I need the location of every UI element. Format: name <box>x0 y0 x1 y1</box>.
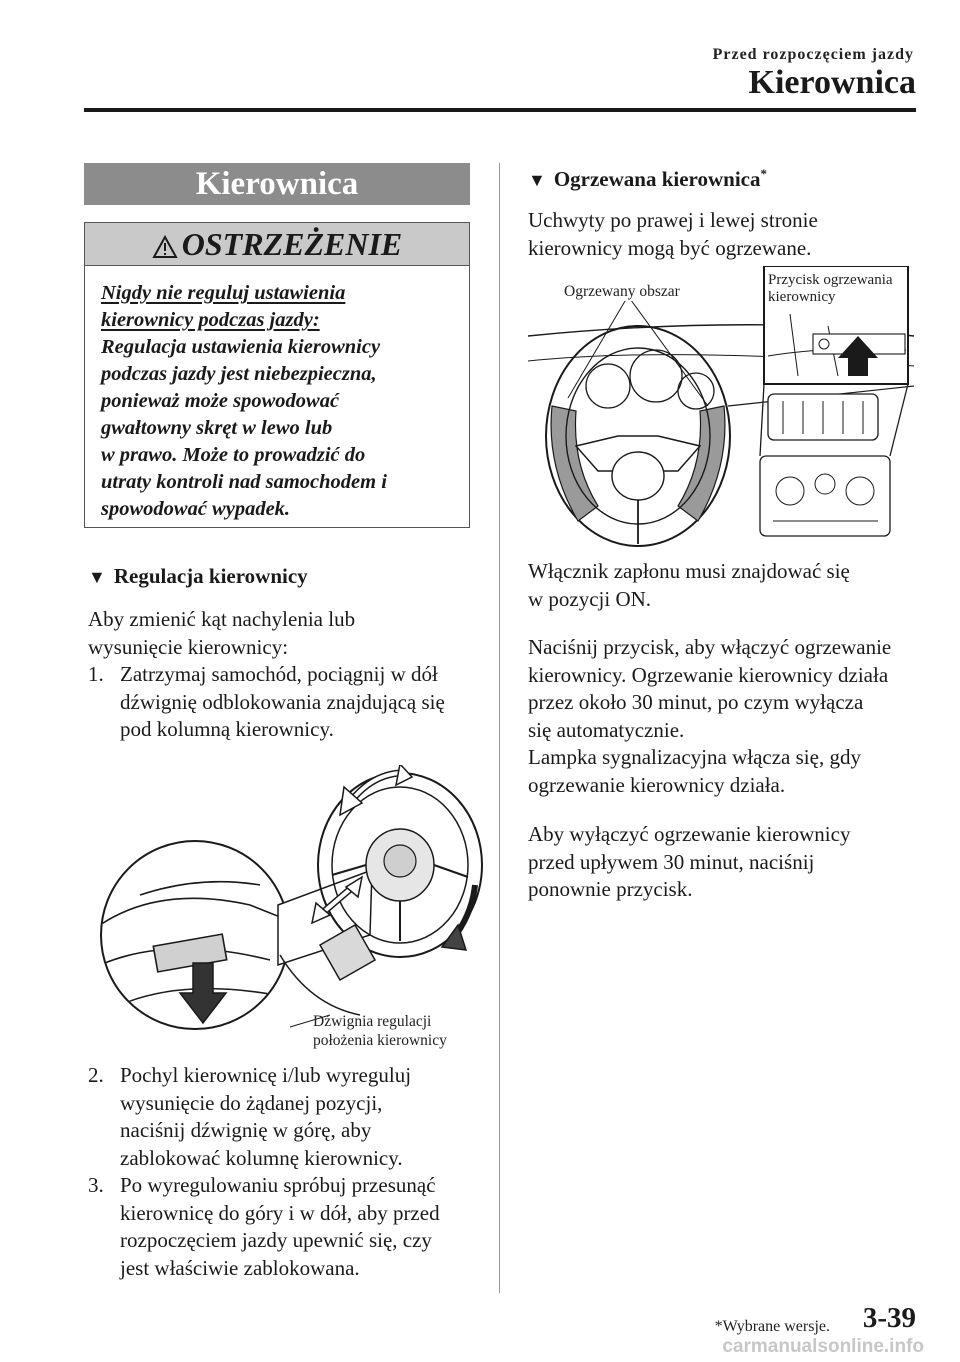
step-1 <box>88 661 488 744</box>
text-line: Pochyl kierownicę i/lub wyreguluj <box>120 1063 412 1087</box>
text-line: ponownie przycisk. <box>528 877 693 901</box>
text-line: Po wyregulowaniu spróbuj przesunąć <box>120 1173 436 1197</box>
warning-heading <box>85 223 469 266</box>
text-line: Uchwyty po prawej i lewej stronie <box>528 208 818 232</box>
text-line: ogrzewanie kierownicy działa. <box>528 772 786 797</box>
warning-line: podczas jazdy jest niebezpieczna, <box>101 363 377 385</box>
text-line: kierownicy mogą być ogrzewane. <box>528 235 812 260</box>
warning-line: gwałtowny skręt w lewo lub <box>101 417 333 439</box>
warning-heading-text: OSTRZEŻENIE <box>181 226 403 262</box>
section-header: Przed rozpoczęciem jazdy <box>712 46 914 63</box>
text-line: naciśnij dźwignię w górę, aby <box>120 1118 372 1142</box>
triangle-bullet-icon: ▼ <box>528 170 546 190</box>
step-number: 1. <box>88 662 104 686</box>
adjust-heading <box>88 564 308 589</box>
text-line: w pozycji ON. <box>528 586 652 611</box>
watermark: carmanualsonline.info <box>722 1336 924 1357</box>
warning-triangle-icon <box>152 235 178 259</box>
caption-line: kierownicy <box>768 289 836 305</box>
text-line: Naciśnij przycisk, aby włączyć ogrzewanie <box>528 635 892 659</box>
lever-caption <box>313 1012 447 1050</box>
warning-line: w prawo. Może to prowadzić do <box>101 444 366 466</box>
warning-lead-line: kierownicy podczas jazdy: <box>101 309 320 331</box>
text-line: Zatrzymaj samochód, pociągnij w dół <box>120 662 438 686</box>
warning-line: spowodować wypadek. <box>101 498 291 520</box>
section-title-bar: Kierownica <box>84 163 470 205</box>
text-line: kierownicę do góry i w dół, aby przed <box>120 1200 440 1225</box>
adjust-heading-text: Regulacja kierownicy <box>113 564 308 588</box>
step-number: 2. <box>88 1063 104 1087</box>
header-rule <box>84 108 916 112</box>
step-3 <box>88 1172 488 1282</box>
text-line: przez około 30 minut, po czym wyłącza <box>528 690 864 714</box>
heated-area-label: Ogrzewany obszar <box>564 283 680 300</box>
text-line: się automatycznie. <box>528 717 685 742</box>
footnote: *Wybrane wersje. <box>714 1318 830 1335</box>
warning-body <box>101 280 457 523</box>
caption-line: Przycisk ogrzewania <box>768 272 893 288</box>
text-line: jest właściwie zablokowana. <box>120 1255 360 1280</box>
warning-line: Regulacja ustawienia kierownicy <box>101 336 381 358</box>
caption-line: Dźwignia regulacji <box>313 1013 432 1030</box>
text-line: kierownicy. Ogrzewanie kierownicy działa <box>528 662 889 687</box>
ignition-note <box>528 558 850 613</box>
text-line: pod kolumną kierownicy. <box>120 717 334 741</box>
chapter-title: Kierownica <box>748 64 916 101</box>
text-line: Lampka sygnalizacyjna włącza się, gdy <box>528 745 861 769</box>
triangle-bullet-icon: ▼ <box>88 567 106 587</box>
heated-intro <box>528 207 818 262</box>
heater-button-label <box>768 272 893 306</box>
text-line: Włącznik zapłonu musi znajdować się <box>528 559 850 583</box>
optional-mark: * <box>760 166 767 181</box>
warning-box <box>84 222 470 528</box>
text-line: rozpoczęciem jazdy upewnić się, czy <box>120 1228 432 1252</box>
text-line: Aby zmienić kąt nachylenia lub <box>88 607 356 631</box>
step-2 <box>88 1062 488 1172</box>
text-line: przed upływem 30 minut, naciśnij <box>528 849 815 874</box>
heated-wheel-illustration <box>528 266 914 548</box>
text-line: wysunięcie kierownicy: <box>88 634 289 659</box>
caption-line: położenia kierownicy <box>313 1032 447 1049</box>
step-number: 3. <box>88 1173 104 1197</box>
heated-heading-text: Ogrzewana kierownica <box>553 167 761 191</box>
page-number: 3-39 <box>862 1302 916 1334</box>
warning-line: ponieważ może spowodować <box>101 390 340 412</box>
text-line: zablokować kolumnę kierownicy. <box>120 1145 403 1170</box>
adjust-intro <box>88 606 355 661</box>
operation-text <box>528 634 891 799</box>
heated-heading <box>528 166 767 192</box>
column-divider <box>499 163 500 1293</box>
warning-lead-line: Nigdy nie reguluj ustawienia <box>101 282 346 304</box>
text-line: Aby wyłączyć ogrzewanie kierownicy <box>528 822 851 846</box>
warning-line: utraty kontroli nad samochodem i <box>101 471 387 493</box>
text-line: dźwignię odblokowania znajdującą się <box>120 689 445 714</box>
text-line: wysunięcie do żądanej pozycji, <box>120 1090 383 1115</box>
turn-off-text <box>528 821 850 904</box>
